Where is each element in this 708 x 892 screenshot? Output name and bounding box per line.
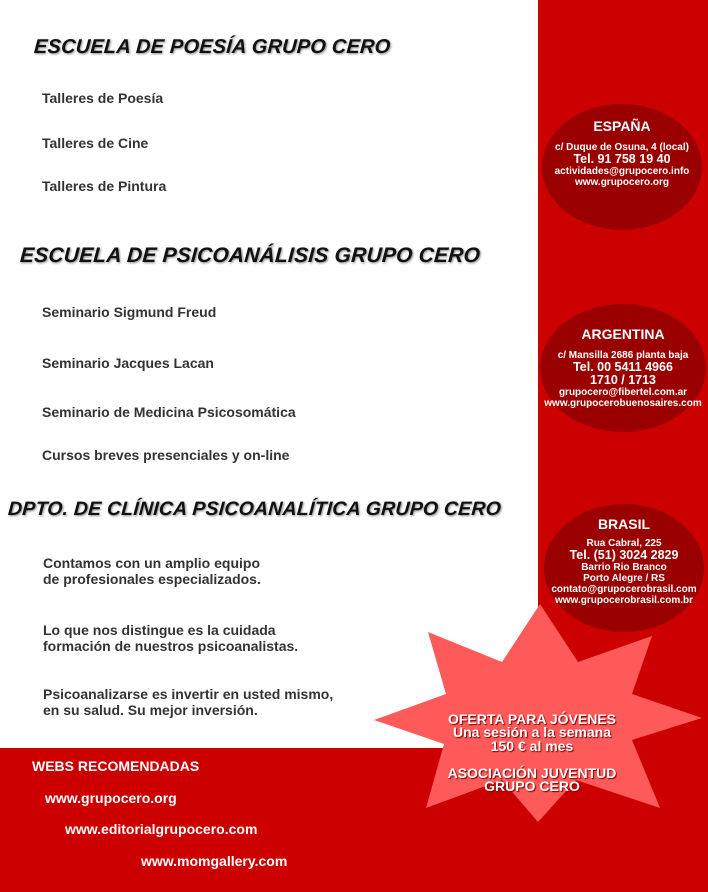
web-link-grupocero[interactable]: www.grupocero.org — [45, 790, 177, 806]
paragraph-line: de profesionales especializados. — [43, 571, 261, 587]
office-country: ESPAÑA — [593, 118, 651, 134]
heading-dpto-clinica: DPTO. DE CLÍNICA PSICOANALÍTICA GRUPO CERO — [7, 498, 502, 520]
paragraph-line: Psicoanalizarse es invertir en usted mismo, — [43, 686, 334, 702]
office-address: c/ Duque de Osuna, 4 (local) — [555, 142, 689, 153]
paragraph-line: Contamos con un amplio equipo — [43, 555, 260, 571]
paragraph-line: Lo que nos distingue es la cuidada — [43, 622, 276, 638]
clinica-paragraph-formacion — [43, 622, 298, 654]
office-website[interactable]: www.grupocerobrasil.com.br — [555, 595, 693, 606]
office-website[interactable]: www.grupocero.org — [574, 177, 670, 188]
heading-escuela-psicoanalisis: ESCUELA DE PSICOANÁLISIS GRUPO CERO — [19, 244, 481, 267]
list-item-cursos-breves[interactable]: Cursos breves presenciales y on-line — [42, 447, 290, 463]
list-item-seminario-lacan[interactable]: Seminario Jacques Lacan — [42, 355, 214, 371]
web-link-editorial[interactable]: www.editorialgrupocero.com — [65, 821, 258, 837]
paragraph-line: formación de nuestros psicoanalistas. — [43, 638, 299, 654]
office-address: Rua Cabral, 225 — [586, 538, 662, 549]
office-country: BRASIL — [597, 516, 651, 532]
list-item-seminario-freud[interactable]: Seminario Sigmund Freud — [42, 304, 217, 320]
list-item-talleres-pintura[interactable]: Talleres de Pintura — [42, 178, 167, 194]
office-phone-extension[interactable]: 1710 / 1713 — [589, 373, 657, 387]
paragraph-line: en su salud. Su mejor inversión. — [43, 702, 258, 718]
office-email[interactable]: actividades@grupocero.info — [554, 166, 690, 177]
web-link-momgallery[interactable]: www.momgallery.com — [141, 853, 288, 869]
list-item-talleres-cine[interactable]: Talleres de Cine — [42, 135, 149, 151]
office-email[interactable]: contato@grupocerobrasil.com — [551, 584, 697, 595]
office-phone[interactable]: Tel. 91 758 19 40 — [573, 152, 671, 166]
heading-escuela-poesia: ESCUELA DE POESÍA GRUPO CERO — [33, 36, 392, 58]
offer-weekly-session: Una sesión a la semana — [453, 724, 611, 740]
office-city: Porto Alegre / RS — [583, 573, 665, 584]
clinica-paragraph-inversion — [43, 686, 333, 718]
offer-youth-title: OFERTA PARA JÓVENES — [447, 711, 617, 727]
office-address: c/ Mansilla 2686 planta baja — [557, 350, 689, 361]
office-phone[interactable]: Tel. 00 5411 4966 — [573, 360, 673, 374]
offer-association-subname: GRUPO CERO — [484, 778, 580, 794]
office-espana-oval — [542, 104, 702, 230]
office-phone[interactable]: Tel. (51) 3024 2829 — [569, 548, 679, 562]
office-area: Barrio Rio Branco — [581, 562, 667, 573]
list-item-talleres-poesia[interactable]: Talleres de Poesía — [42, 90, 164, 106]
office-argentina-oval — [540, 304, 706, 432]
office-country: ARGENTINA — [581, 326, 665, 342]
offer-association-name: ASOCIACIÓN JUVENTUD — [447, 765, 617, 781]
webs-recomendadas-title: WEBS RECOMENDADAS — [32, 758, 200, 774]
list-item-seminario-psicosomatica[interactable]: Seminario de Medicina Psicosomática — [42, 404, 296, 420]
office-email[interactable]: grupocero@fibertel.com.ar — [558, 387, 688, 398]
clinica-paragraph-equipo — [43, 555, 261, 587]
offer-monthly-price: 150 € al mes — [490, 738, 574, 754]
office-website[interactable]: www.grupocerobuenosaires.com — [544, 398, 702, 409]
